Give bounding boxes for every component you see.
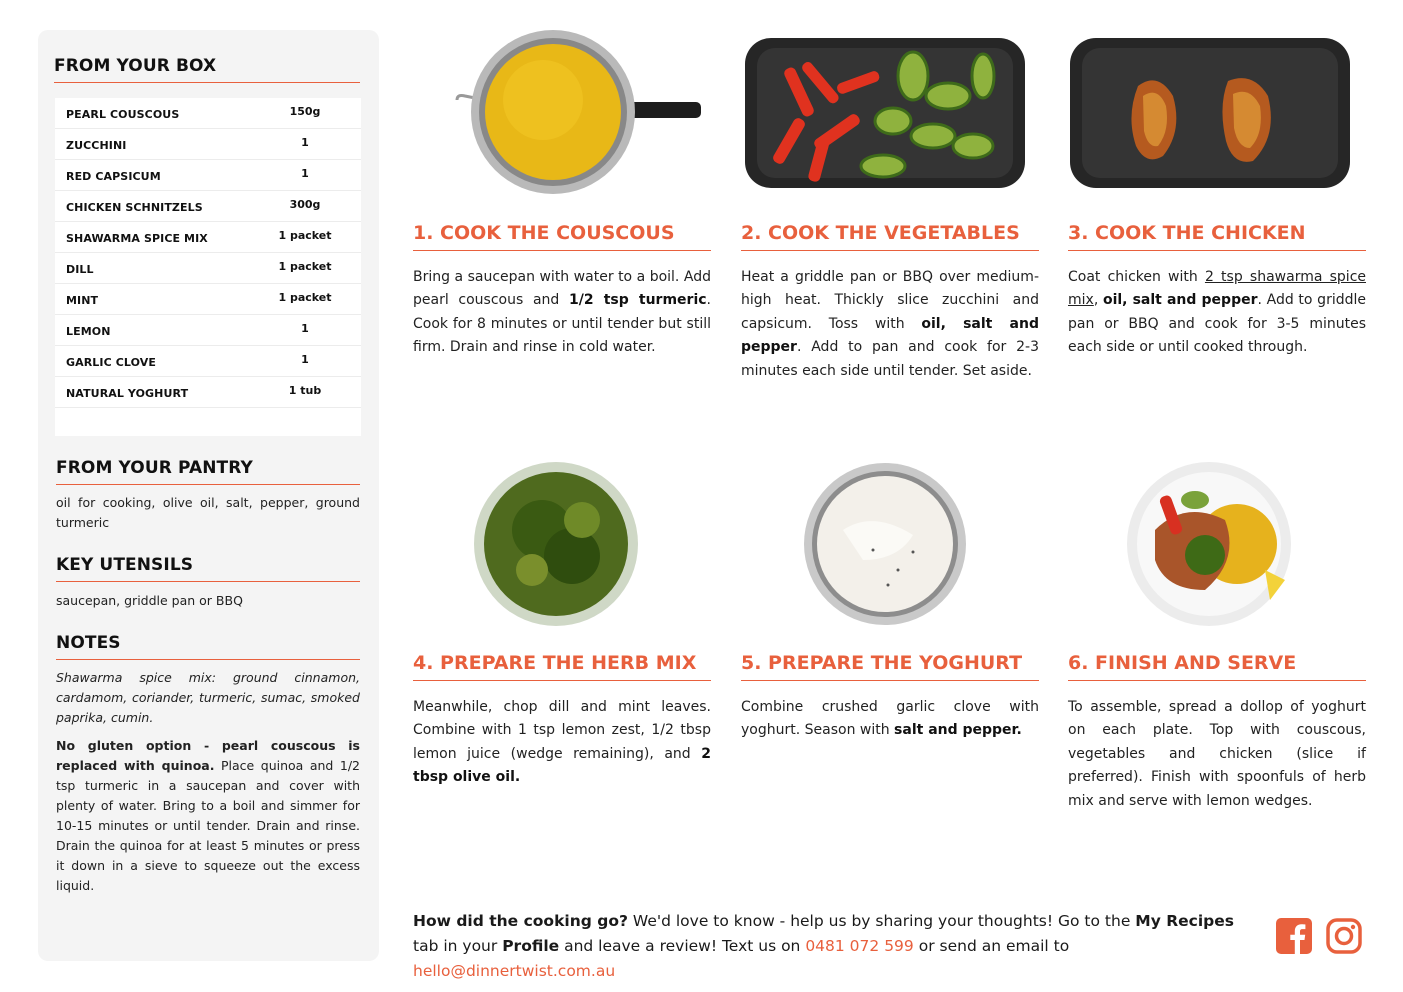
table-row <box>55 377 361 408</box>
step-text-part: To assemble, spread a dollop of yoghurt on each plate. Top with couscous, vegetables and chicken (slice if preferred). Finish with spoonfuls of herb mix and serve with lemon wedges. <box>1068 699 1366 809</box>
ingredient-name: DILL <box>66 263 94 276</box>
pantry-text: oil for cooking, olive oil, salt, pepper, ground turmeric <box>56 495 360 530</box>
step-1-title: 1. COOK THE COUSCOUS <box>413 222 711 251</box>
step-6-text <box>1068 696 1366 813</box>
instagram-icon[interactable] <box>1326 918 1362 954</box>
yoghurt-bowl-image <box>803 460 968 628</box>
ingredient-qty: 1 <box>301 167 309 180</box>
profile-label: Profile <box>502 937 560 955</box>
my-recipes-label: My Recipes <box>1135 912 1234 930</box>
step-5-title: 5. PREPARE THE YOGHURT <box>741 652 1039 681</box>
ingredient-qty: 150g <box>289 105 321 118</box>
footer-text: tab in your <box>413 937 503 955</box>
pantry-heading: FROM YOUR PANTRY <box>56 458 360 485</box>
ingredient-qty: 1 packet <box>278 291 332 304</box>
ingredient-qty: 300g <box>289 198 321 211</box>
feedback-footer <box>413 909 1263 984</box>
table-row <box>55 315 361 346</box>
step-text-part: , <box>1093 292 1103 309</box>
step-text-part: . Add to pan and cook for 2-3 minutes each side until tender. Set aside. <box>741 339 1039 379</box>
step-text-part: Coat chicken with <box>1068 269 1205 285</box>
step-2-text <box>741 266 1039 383</box>
ingredient-name: ZUCCHINI <box>66 139 127 152</box>
ingredient-name: LEMON <box>66 325 111 338</box>
step-3-text <box>1068 266 1366 360</box>
step-4-text <box>413 696 711 790</box>
footer-question: How did the cooking go? <box>413 912 628 930</box>
table-row <box>55 191 361 222</box>
step-1-text <box>413 266 711 360</box>
step-text-part: Heat a griddle pan or BBQ over medium-high heat. Thickly slice zucchini and capsicum. Toss with <box>741 269 1039 332</box>
ingredient-qty: 1 packet <box>278 229 332 242</box>
footer-text: We'd love to know - help us by sharing your thoughts! Go to the <box>627 912 1136 930</box>
table-row <box>55 129 361 160</box>
table-row <box>55 222 361 253</box>
box-ingredient-table <box>55 98 361 436</box>
footer-text: or send an email to <box>913 937 1070 955</box>
step-text-bold: salt and pepper. <box>894 722 1022 739</box>
ingredient-name: SHAWARMA SPICE MIX <box>66 232 208 245</box>
step-text-underline: 2 tsp shawarma spice mix <box>1068 269 1366 309</box>
phone-link[interactable]: 0481 072 599 <box>805 937 914 955</box>
ingredient-qty: 1 <box>301 353 309 366</box>
utensils-text: saucepan, griddle pan or BBQ <box>56 593 243 608</box>
ingredient-qty: 1 tub <box>288 384 322 397</box>
vegetables-griddle-image <box>743 36 1028 192</box>
step-text-bold: 2 tbsp olive oil. <box>413 745 711 786</box>
utensils-heading: KEY UTENSILS <box>56 555 360 582</box>
facebook-icon[interactable] <box>1276 918 1312 954</box>
step-6-title: 6. FINISH AND SERVE <box>1068 652 1366 681</box>
table-row <box>55 346 361 377</box>
finished-plate-image <box>1125 460 1295 628</box>
notes-spice-text: Shawarma spice mix: ground cinnamon, cardamom, coriander, turmeric, sumac, smoked paprika, cumin. <box>56 670 360 725</box>
email-link[interactable]: hello@dinnertwist.com.au <box>413 962 616 980</box>
ingredient-qty: 1 <box>301 322 309 335</box>
notes-gf-text: Place quinoa and 1/2 tsp turmeric in a saucepan and cover with plenty of water. Bring to a boil and simmer for 10-15 minutes or until tender. Drain and rinse. Drain the quinoa for at least 5 minutes or press it down in a sieve to squeeze out the excess liquid. <box>56 758 360 893</box>
ingredient-qty: 1 <box>301 136 309 149</box>
ingredient-name: CHICKEN SCHNITZELS <box>66 201 203 214</box>
step-5-text <box>741 696 1039 743</box>
couscous-saucepan-image <box>455 30 705 200</box>
step-text-part: Combine crushed garlic clove with yoghurt. Season with <box>741 699 1039 739</box>
ingredient-name: PEARL COUSCOUS <box>66 108 180 121</box>
table-row <box>55 284 361 315</box>
step-text-bold: oil, salt and pepper <box>1102 292 1258 309</box>
table-row <box>55 160 361 191</box>
step-3-title: 3. COOK THE CHICKEN <box>1068 222 1366 251</box>
notes-heading: NOTES <box>56 633 360 660</box>
ingredient-name: NATURAL YOGHURT <box>66 387 189 400</box>
notes-gluten-free <box>56 736 360 896</box>
step-2-title: 2. COOK THE VEGETABLES <box>741 222 1039 251</box>
step-text-part: . Add to griddle pan or BBQ and cook for 3-5 minutes each side or until cooked through. <box>1068 292 1366 356</box>
ingredients-sidebar <box>38 30 379 961</box>
step-text-part: . Cook for 8 minutes or until tender but still firm. Drain and rinse in cold water. <box>413 292 711 356</box>
chicken-griddle-image <box>1068 36 1353 192</box>
table-row <box>55 98 361 129</box>
ingredient-qty: 1 packet <box>278 260 332 273</box>
ingredient-name: GARLIC CLOVE <box>66 356 156 369</box>
footer-text: and leave a review! Text us on <box>559 937 806 955</box>
step-text-bold: 1/2 tsp turmeric <box>569 292 707 309</box>
herb-mix-bowl-image <box>472 460 640 628</box>
box-heading: FROM YOUR BOX <box>54 56 360 83</box>
notes-gf-bold: No gluten option - pearl couscous is replaced with quinoa. <box>56 738 360 773</box>
step-4-title: 4. PREPARE THE HERB MIX <box>413 652 711 681</box>
ingredient-name: RED CAPSICUM <box>66 170 161 183</box>
step-text-bold: oil, salt and pepper <box>741 315 1039 356</box>
step-text-part: Meanwhile, chop dill and mint leaves. Combine with 1 tsp lemon zest, 1/2 tbsp lemon juice (wedge remaining), and <box>413 699 711 762</box>
step-text-part: Bring a saucepan with water to a boil. Add pearl couscous and <box>413 269 711 309</box>
ingredient-name: MINT <box>66 294 99 307</box>
table-row <box>55 253 361 284</box>
